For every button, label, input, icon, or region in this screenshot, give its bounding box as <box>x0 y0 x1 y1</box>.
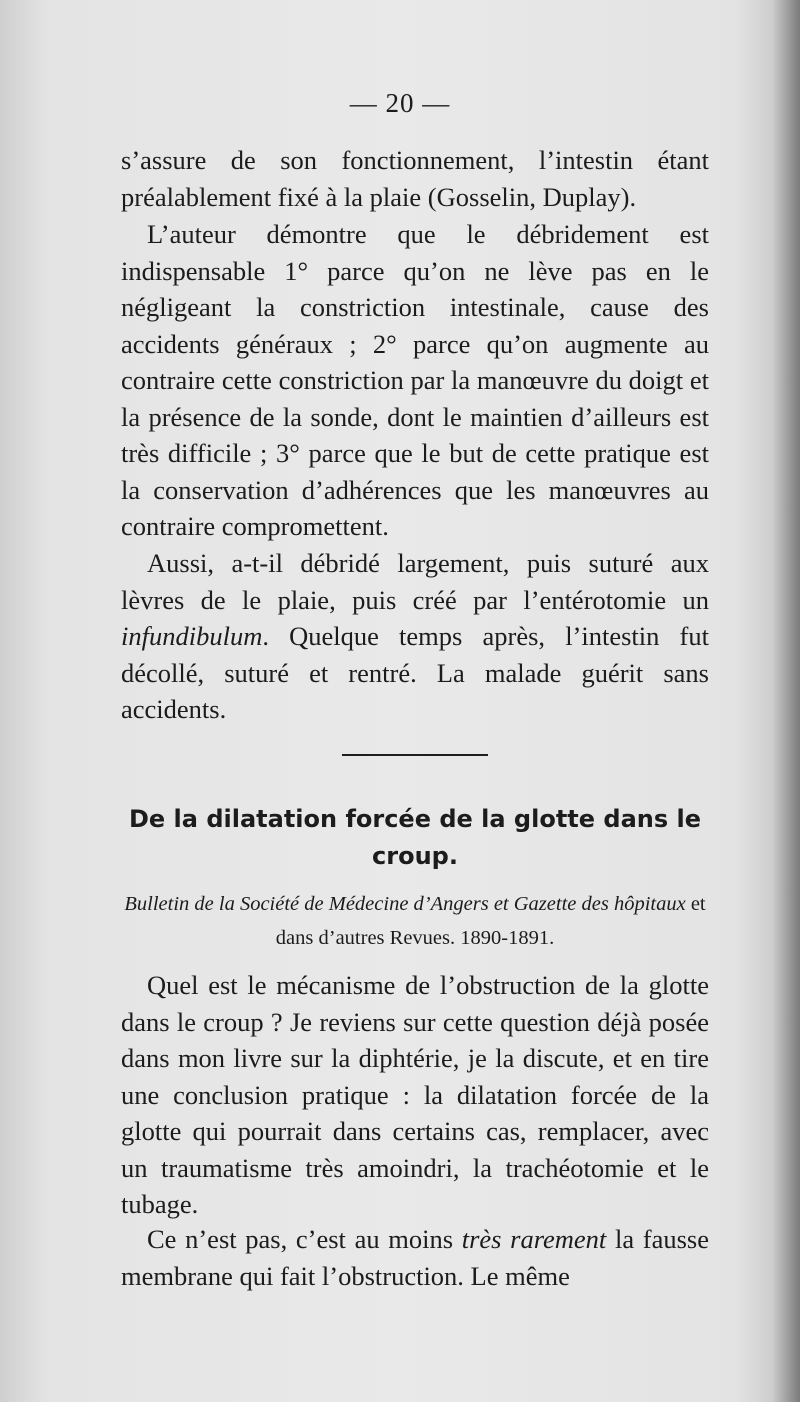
paragraph-5-after: la fausse membrane qui fait l’obstruction. Le même <box>121 1224 709 1291</box>
page-edge-shadow <box>772 0 800 1402</box>
paragraph-5-italic: très rarement <box>461 1224 607 1254</box>
page-number: — 20 — <box>349 88 451 118</box>
citation <box>121 887 709 955</box>
citation-rest: et dans d’autres Revues. 1890-1891. <box>275 893 706 949</box>
paragraph-5-before: Ce n’est pas, c’est au moins <box>147 1224 462 1254</box>
paragraph-debridement <box>121 545 709 728</box>
paragraph-1-text: s’assure de son fonctionnement, l’intestin étant préalablement fixé à la plaie (Gosselin, Duplay). <box>121 145 709 212</box>
section-divider <box>342 754 488 756</box>
paragraph-3-before: Aussi, a-t-il débridé largement, puis suturé aux lèvres de le plaie, puis créé par l’entérotomie un <box>121 548 709 615</box>
section-heading: De la dilatation forcée de la glotte dans le croup. <box>128 805 702 870</box>
paragraph-3-italic: infundibulum <box>121 621 263 651</box>
paragraph-3-after: . Quelque temps après, l’intestin fut décollé, suturé et rentré. La malade guérit sans accidents. <box>121 621 709 724</box>
paragraph-glottis-mechanism <box>121 967 709 1223</box>
paragraph-false-membrane <box>121 1221 709 1294</box>
paragraph-5-text <box>121 1221 709 1294</box>
paragraph-2-text: L’auteur démontre que le débridement est indispensable 1° parce qu’on ne lève pas en le négligeant la constriction intestinale, cause des accidents généraux ; 2° parce qu’on augmente au contraire cette constriction par la manœuvre du doigt et la présence de la sonde, dont le maintien d’ailleurs est très difficile ; 3° parce que le but de cette pratique est la conservation d’adhérences que les manœuvres au contraire compromettent. <box>121 219 709 541</box>
paragraph-4-text: Quel est le mécanisme de l’obstruction de la glotte dans le croup ? Je reviens sur cette question déjà posée dans mon livre sur la diphtérie, je la discute, et en tire une conclusion pratique : la dilatation forcée de la glotte qui pourrait dans certains cas, remplacer, avec un traumatisme très amoindri, la trachéotomie et le tubage. <box>121 970 709 1219</box>
citation-italic: Bulletin de la Société de Médecine d’Angers et Gazette des hôpitaux <box>124 893 686 915</box>
paragraph-continuation <box>121 142 709 215</box>
paragraph-3-text <box>121 545 709 728</box>
paragraph-author-argument <box>121 216 709 545</box>
